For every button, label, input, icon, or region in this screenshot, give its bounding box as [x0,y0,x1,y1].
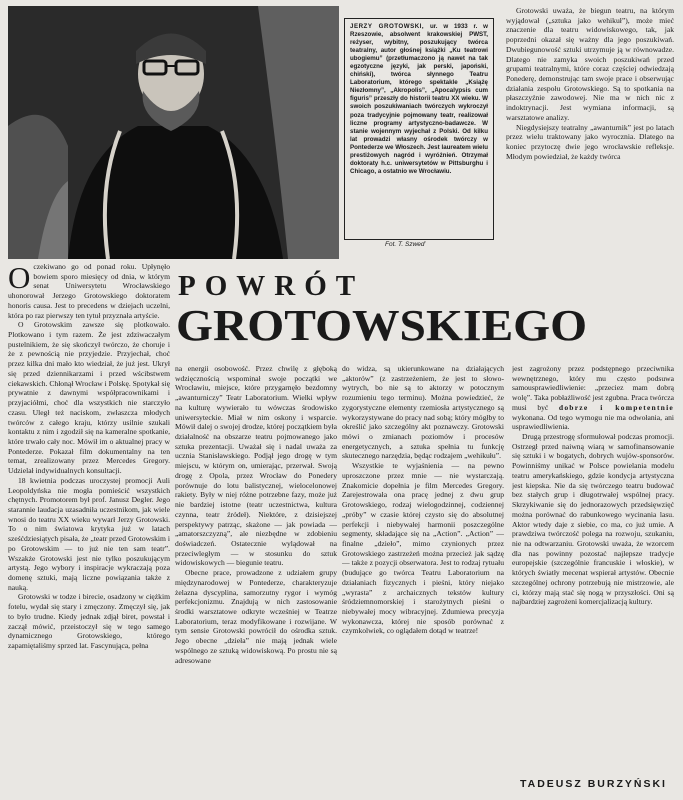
paragraph-text: jest zagrożony przez podstępnego przeciwnika wewnętrznego, który mu często podsuwa samousprawiedliwienie: „przeciez mam dobrą wolę”. Taka pobłażliwość jest zgubna. Praca twórcza musi być [512,364,674,412]
column-bottom-2 [175,364,337,784]
author-byline: TADEUSZ BURZYŃSKI [520,778,667,790]
headline-line-2: GROTOWSKIEGO [176,301,588,350]
paragraph: na energii osobowość. Przez chwilę z głęboką wdzięcznością wspominał swoje początki we Wrocławiu, miejsce, które przygarnęło bezdomny „awanturniczy” Teatr Laboratorium. Wielki wpływ na kulturę wywierało tu wówczas środowisko uniwersyteckie. Miał w nim oskony i wsparcie. Mówił dalej o swojej drodze, której początkiem była działalność na obszarze teatru pojmowanego jako sztuka prezentacji. Uważał się i nadal uważa za ucznia Stanisławskiego. Podjął jego drogę w tym miejscu, w którym on, umierając, przerwał. Swoją drogę z Opola, przez Wrocław do Ponedery porównuje do lotu balistycznej, wielocelonowej rakiety. Były w niej różne potrzebne fazy, może już nie bardziej istotne (teatr uczestnictwa, kultura czynna, teatr źródeł). Niektóre, z dzisiejszej perspektywy patrząc, skażone — jak powiada — „amatorszczyzną”, ale niezbędne w zdobieniu doświadczeń. Ostatecznie wylądował na przeciwległym — w stosunku do sztuk widowiskowych — biegunie teatru. [175,364,337,568]
paragraph: Wszystkie te wyjaśnienia — na pewno uproszczone przez mnie — nie wystarczają. Znakomicie dopełnia je film Mercedes Gregory. Zarejestrowała ona pracę jednej z dwu grup Grotowskiego, rodzaj wielogodzinnej, codziennej „próby” w czasie której czysto się do absolutnej perfekcji i niebywałej harmonii poszczególne segmenty, składające się na „Action”. „Action” — finalne „dzieło”, mimo czynionych przez Grotowskiego zastrzeżeń można przecież jak sądzę — także z pozycji obserwatora. Jest to rodzaj rytuału (budujące go twórca Teatru Laboratorium na działaniach fizycznych i pieśni, który niejako „wyrasta” z archaicznych tekstów kultury śródziemnomorskiej i starożytnych pieśni o niebywałej mocy wibracyjnej. Zdumiewa precyzja wykonawcza, której nie sposób porównać z czymkolwiek, co oglądałem dotąd w teatrze! [342,461,504,636]
paragraph: Drugą przestrogę sformułował podczas promocji. Ostrzegł przed naiwną wiarą w samofinansowanie się sztuki i w bogatych, dobrych wujów-sponsorów. Powinniśmy unikać w Polsce powielania modelu teatru amerykańskiego, gdzie kondycja artystyczna jest kiepska. Nie da się twórczego teatru budować bez stałych grup i długotrwałej wspólnej pracy. Skrzykiwanie się do jednorazowych przedsięwzięć można porównać do rabunkowego wycinania lasu. Aktor wtedy daje z siebie, co ma, co już umie. A prawdziwa twórczość polega na rozwoju, szukaniu, nie na odtwarzaniu. Grotowski uważa, że wzorcem dla nas powinny pozostać najlepsze tradycje europejskie (szczególnie francuskie i włoskie), w których światły mecenat wspierał artystów. Obecnie szczególnej ochrony potrzebują nie mistrzowie, ale ci, którzy mają stać się nogą w przyszłości. Oni są najbardziej zagrożeni komercjalizacją kultury. [512,432,674,607]
biography-box [344,18,494,240]
paragraph: do widza, są ukierunkowane na działających „aktorów” (z zastrzeżeniem, że jest to słowo-wytrych, bo nie są to aktorzy w potocznym rozumieniu tego terminu). Można powiedzieć, że zygorystyczne elementy rzemiosła artystycznego są wykorzystywane do pracy nad sobą; który mógłby to określić jako szczególny akt poznawczy. Grotowski mówi o zmianach poziomów i procesów energetycznych, a sztuka spełnia tu funkcję skutecznego narzędzia, będąc rodzajem „wehikułu”. [342,364,504,461]
column-bottom-3 [342,364,504,784]
paragraph [512,364,674,432]
portrait-illustration [8,6,339,259]
drop-cap: O [8,262,31,295]
column-left [8,262,170,782]
bio-name: JERZY GROTOWSKI, [350,23,425,30]
paragraph: Grotowski w todze i birecie, osadzony w ciężkim fotelu, wydał się stary i zmęczony. Zmęczył się, jak to było trudne. Kiedy jednak zdjął biret, powstał i zaczął mówić, przeistoczył się w tego samego dynamicznego Grotowskiego, którego zapamiętaliśmy sprzed lat. Fascynująca, pełna [8,592,170,651]
column-bottom-4 [512,364,674,764]
headline-line-1: POWRÓT [178,270,365,302]
paragraph: 18 kwietnia podczas uroczystej promocji Auli Leopoldyńska nie mogła pomieścić wszystkich chętnych. Promotorem był prof. Janusz Degler. Jego starannie laudacja uzasadniła uczestnikom, jak wiele wnosi do teatru XX wieku wywarł Jerzy Grotowski. To o nim światowa krytyka już w latach sześćdziesiątych pisała, że „teatr przed Grotowskim i po Grotowskim — to już nie ten sam teatr”. Wszakże Grotowski jest nie tylko poszukującym artystą. Jego wybory i inspiracje wykraczają poza domenę sztuki, mają liczne powiązania także z nauką. [8,475,170,592]
paragraph [8,262,170,320]
bio-text: ur. w 1933 r. w Rzeszowie, absolwent krakowskiej PWST, reżyser, wybitny, poszukujący twórca teatralny, autor głośnej książki „Ku teatrowi ubogiemu” (przetłumaczono ją nawet na tak egzotyczne języki, jak perski, japoński, chiński), twórca słynnego Teatru Laboratorium, którego spektakle „Książę Niezłomny”, „Akropolis”, „Apocalypsis cum figuris” przeszły do historii teatru XX wieku. W swoich poszukiwaniach twórczych wykroczył poza tradycyjnie pojmowany teatr, realizował liczne programy artystyczno-badawcze. W stanie wojennym wyjechał z Polski. Od kilku lat prowadzi własny ośrodek twórczy w Pontederze we Włoszech. Jest laureatem wielu prestiżowych nagród i wyróżnień. Otrzymał doktoraty h.c. uniwersytetów w Pittsburghu i Chicago, a ostatnio we Wrocławiu. [350,23,488,175]
photo-credit: Fot. T. Szweď [385,241,425,248]
paragraph: Niegdysiejszy teatralny „awanturnik” jest po latach przez wielu traktowany jako wyrocznia. Dlatego na koniec przytoczę dwie jego wrocławskie refleksje. Młodym powiedział, że każdy twórca [506,122,674,161]
paragraph-text: czekiwano go od ponad roku. Upłynęło bowiem sporo miesięcy od dnia, w którym senat Uniwersytetu Wrocławskiego uhonorował Jerzego Grotowskiego doktoratem honoris causa. Jest to precedens w dziejach uczelni, która po raz pierwszy ten tytuł przyznała artyście. [8,262,170,320]
paragraph-text: wykonana. Od tego wymogu nie ma odwołania, ani usprawiedliwienia. [512,412,674,432]
portrait-photo [8,6,339,259]
paragraph: Obecne prace, prowadzone z udziałem grupy międzynarodowej w Pontederze, charakteryzuje żelazna dyscyplina, samorzutny rygor i wymóg perfekcjonizmu. Znajdują w nich zastosowanie środki warsztatowe odkryte wcześniej w Teatrze Laboratorium, teraz modyfikowane i rozwijane. W tym sensie Grotowski powrócił do ośrodka sztuk. Jego obecne „dzieła” nie mają jednak wiele wspólnego ze sztuką widowiskową. Po prostu nie są adresowane [175,568,337,665]
emphasis-text: dobrze i kompetentnie [558,402,674,412]
paragraph: Grotowski uważa, że biegun teatru, na którym wyjądował („sztuka jako wehikuł”), może mieć znaczenie dla teatru widowiskowego, tak, jak poprzedni okazał się ważny dla jego poszukiwań. Dwubiegunowość sztuki utrzymuje ją w równowadze. Dlatego nie zamyka swoich poszukiwań przed grupami teatralnymi, które coraz częściej odwiedzają Ponederę, demonstrując tam swoje prace i obserwując działania zespołu Grotowskiego. Są to spotkania na płaszczyźnie zawodowej. Nie ma w nich nic z indoktrynacji. Jest wymiana informacji, są warsztatowe analizy. [506,6,674,122]
paragraph: O Grotowskim zawsze się plotkowało. Plotkowano i tym razem. Że jest zdziwaczałym pustelnikiem, że się skończył twórczo, że choruje i że z pewnością nie przyjedzie. Przyjechał, choć przez kilka dni mało kto wiedział, że już jest. Ukrył się przed dziennikarzami i przed wścibstwem ciekawskich. Chłonął Wrocław i Polskę. Spotykał się prywatnie z dawnymi współpracownikami i przyjaciółmi, choć dla wszystkich nie starczyło czasu. Uległ też naciskom, zwłaszcza młodych twórców z całego kraju, którzy usilnie szukali kontaktu z nim i zgodził się na kameralne spotkanie, które trwało cały noc. Mówił im o aktualnej pracy w Pontederze. Pokazał film dokumentalny na ten temat, zrealizowany przez Mercedes Gregory. Udzielał indywidualnych konsultacji. [8,320,170,476]
